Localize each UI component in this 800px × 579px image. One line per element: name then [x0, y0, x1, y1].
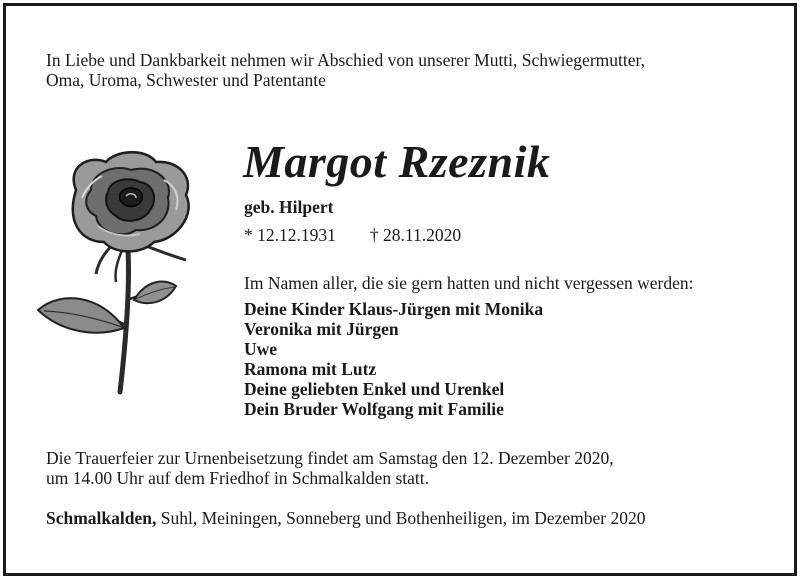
- birth-date: * 12.12.1931: [244, 225, 336, 245]
- intro-line-2: Oma, Uroma, Schwester und Patentante: [46, 70, 326, 90]
- mourner-entry: Ramona mit Lutz: [244, 359, 377, 379]
- closing-line: [46, 508, 646, 529]
- closing-rest: Suhl, Meiningen, Sonneberg und Bothenheiligen, im Dezember 2020: [156, 508, 646, 528]
- intro-line-1: In Liebe und Dankbarkeit nehmen wir Abschied von unserer Mutti, Schwiegermutter,: [46, 50, 645, 70]
- mourner-entry: Uwe: [244, 339, 278, 359]
- deceased-name: Margot Rzeznik: [243, 136, 551, 187]
- ceremony-text: [46, 448, 766, 488]
- life-dates: [244, 225, 461, 246]
- intro-text: [46, 50, 766, 90]
- mourner-entry: Dein Bruder Wolfgang mit Familie: [244, 399, 504, 419]
- mourner-entry: Deine geliebten Enkel und Urenkel: [244, 379, 505, 399]
- mourners-intro: Im Namen aller, die sie gern hatten und nicht vergessen werden:: [244, 273, 694, 293]
- death-date: † 28.11.2020: [369, 225, 462, 245]
- maiden-name: geb. Hilpert: [244, 197, 334, 217]
- ceremony-line-1: Die Trauerfeier zur Urnenbeisetzung findet am Samstag den 12. Dezember 2020,: [46, 448, 614, 468]
- closing-place: Schmalkalden,: [46, 508, 157, 528]
- mourner-entry: Deine Kinder Klaus-Jürgen mit Monika: [244, 299, 544, 319]
- rose-icon: [36, 150, 196, 395]
- ceremony-line-2: um 14.00 Uhr auf dem Friedhof in Schmalkalden statt.: [46, 468, 429, 488]
- mourner-entry: Veronika mit Jürgen: [244, 319, 399, 339]
- mourners-list: [244, 299, 543, 419]
